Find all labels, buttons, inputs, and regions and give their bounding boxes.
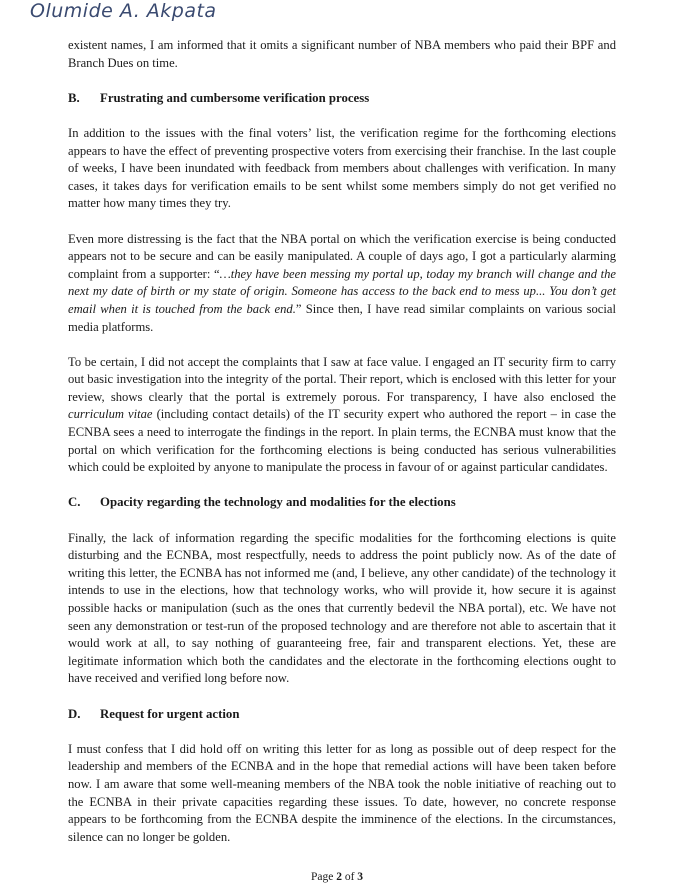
- text: To be certain, I did not accept the complaints that I saw at face value. I engaged an IT security firm to carry out basic investigation into the integrity of the portal. Their report, which is enclosed with this letter for your review, shows clearly that the portal is extremely porous. For transparency, I have also enclosed the: [68, 354, 616, 404]
- section-c-paragraph-1: Finally, the lack of information regarding the specific modalities for the forthcoming elections is quite disturbing and the ECNBA, most respectfully, needs to address the point publicly now. As of the date of writing this letter, the ECNBA has not informed me (and, I believe, any other candidate) of the technology it intends to use in the elections, how that technology works, who will provide it, how secure it is against possible hacks or manipulation (such as the ones that currently bedevil the NBA portal), etc. We have not seen any demonstration or test-run of the proposed technology and are therefore not able to ascertain that it would work at all, to say nothing of guaranteeing free, fair and transparent elections. Yet, these are legitimate information which both the candidates and the electorate in the forthcoming elections ought to have received and verified long before now.: [68, 530, 616, 686]
- section-c-letter: C.: [68, 495, 81, 510]
- current-page: 2: [336, 871, 342, 883]
- text: Even more distressing is the fact that the NBA portal on which the verification exercise is being conducted appears not to be secure and can be easily manipulated. A couple of days ago, I got a particularly alarming complaint from a supporter: “: [68, 231, 616, 281]
- section-b-title: Frustrating and cumbersome verification process: [100, 90, 370, 105]
- section-b-paragraph-1: In addition to the issues with the final voters’ list, the verification regime for the forthcoming elections appears to have the effect of preventing prospective voters from exercising their franchise. In the last couple of weeks, I have been inundated with feedback from members about challenges with verification. In many cases, it takes days for verification emails to be sent whilst some members simply do not get verified no matter how many times they try.: [68, 125, 616, 211]
- page-separator: of: [341, 871, 358, 883]
- total-pages: 3: [357, 871, 364, 883]
- section-b-paragraph-2: [68, 231, 616, 337]
- letter-body: [68, 37, 616, 846]
- page-prefix: Page: [310, 871, 337, 883]
- section-c-title: Opacity regarding the technology and modalities for the elections: [100, 495, 456, 510]
- section-b-letter: B.: [68, 90, 80, 105]
- section-b-heading: [68, 90, 616, 108]
- section-c-heading: [68, 494, 616, 512]
- letterhead-signature: Olumide A. Akpata: [30, 0, 217, 22]
- text: ” Since then, I have read similar complaints on various social media platforms.: [68, 301, 616, 334]
- section-b-paragraph-3: [68, 354, 616, 477]
- intro-paragraph: existent names, I am informed that it omits a significant number of NBA members who paid their BPF and Branch Dues on time.: [68, 38, 616, 70]
- section-d-title: Request for urgent action: [100, 706, 240, 721]
- italic-term: curriculum vitae: [68, 407, 153, 422]
- section-d-paragraph-1: I must confess that I did hold off on writing this letter for as long as possible out of deep respect for the leadership and members of the ECNBA and in the hope that remedial actions will have been taken before now. I am aware that some well-meaning members of the NBA took the noble initiative of reaching out to the ECNBA in their private capacities regarding these issues. To date, however, no concrete response appears to be forthcoming from the ECNBA despite the imminence of the elections. In the circumstances, silence can no longer be golden.: [68, 741, 616, 844]
- section-d-heading: [68, 706, 616, 724]
- text: (including contact details) of the IT security expert who authored the report – in case the ECNBA sees a need to interrogate the findings in the report. In plain terms, the ECNBA must know that the portal on which verification for the forthcoming elections is being conducted has serious vulnerabilities which could be exploited by anyone to manipulate the process in favour of or against particular candidates.: [68, 407, 616, 475]
- section-d-letter: D.: [68, 706, 81, 721]
- supporter-quote: …they have been messing my portal up, today my branch will change and the next my date of birth or my state of origin. Someone has access to the back end to mess up... You don’t get email when it is touched from the back end.: [68, 266, 616, 316]
- page-number: [0, 871, 674, 883]
